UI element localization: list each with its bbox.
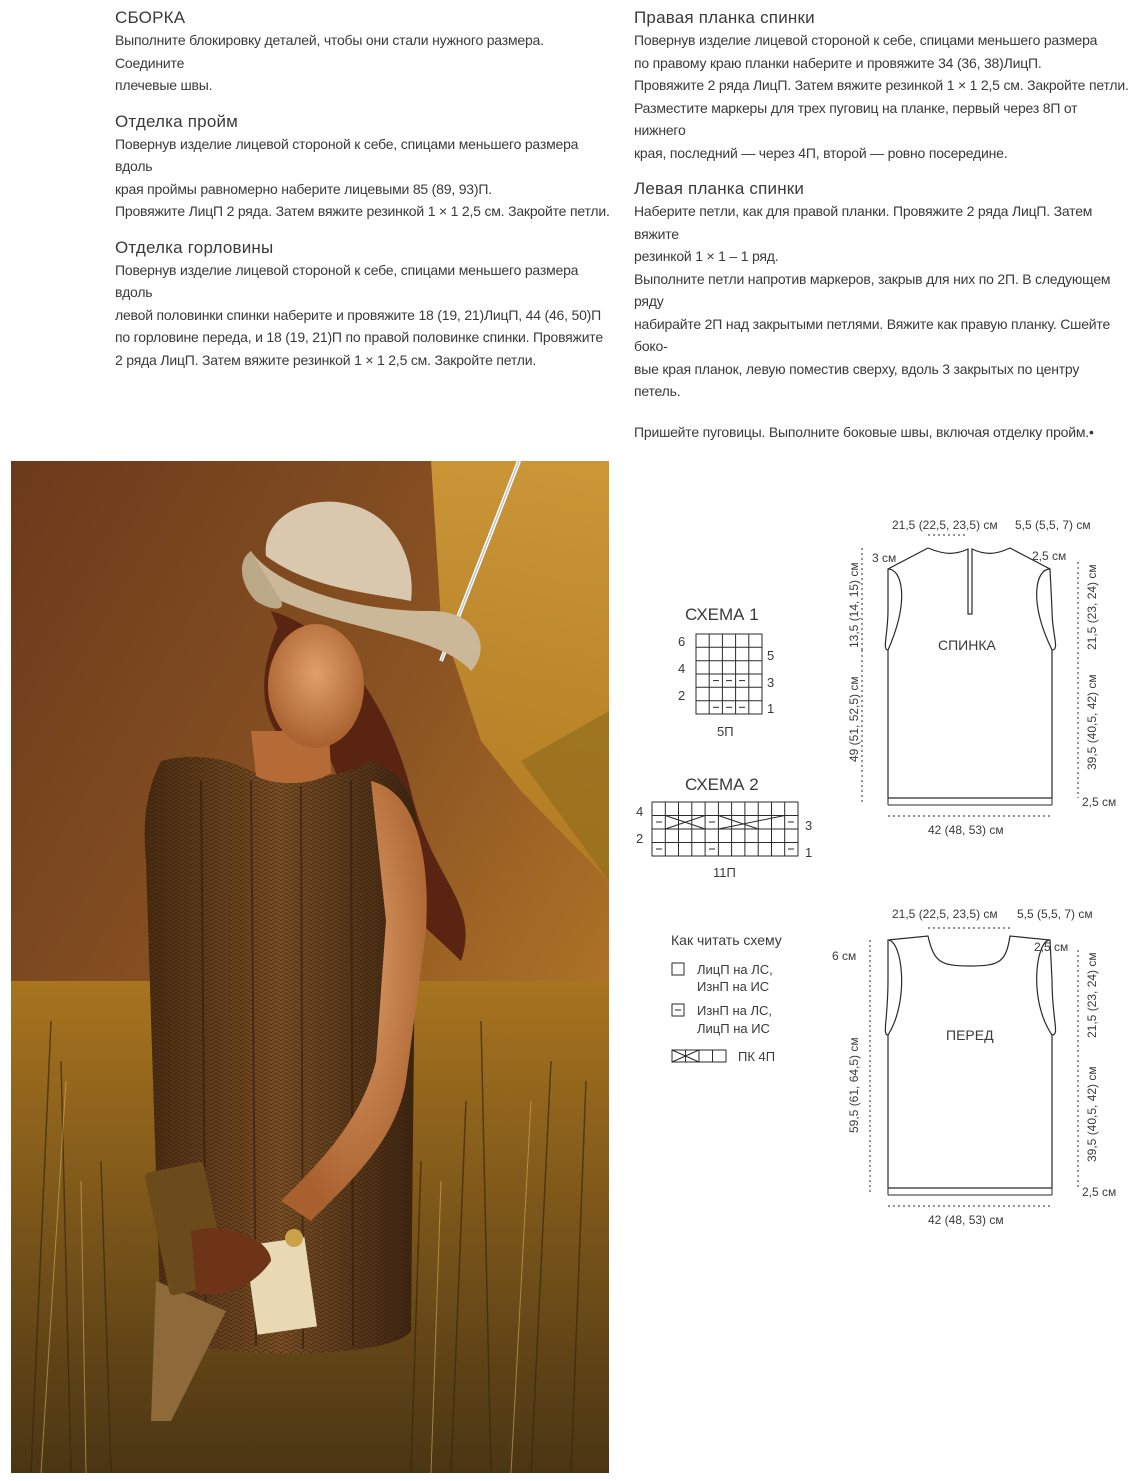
schema-2-row-2: 2 (636, 831, 644, 846)
front-armhole-height: 21,5 (23, 24) см (1085, 952, 1099, 1038)
assembly-text: Выполните блокировку деталей, чтобы они стали нужного размера. Соедините плечевые швы. (115, 32, 544, 93)
schema-1-grid (696, 634, 762, 714)
schema-2-row-3: 3 (805, 818, 813, 833)
legend-title: Как читать схему (671, 932, 782, 948)
model-photo (11, 461, 609, 1473)
back-total-height: 49 (51, 52,5) см (847, 676, 861, 762)
schema-1-row-6: 6 (678, 634, 686, 649)
front-total-height: 59,5 (61, 64,5) см (847, 1037, 861, 1133)
left-placket-section (634, 179, 1129, 403)
schema-1-row-1: 1 (767, 701, 775, 716)
back-neck-width: 21,5 (22,5, 23,5) см (892, 518, 998, 532)
neckline-text: Повернув изделие лицевой стороной к себе, спицами меньшего размера вдоль левой половинки спинки наберите и провяжите 18 (19, 21)ЛицП, 44 (46, 50)П по горловине переда, и 18 (19, 21)П по правой половинке спинки. Провяжите 2 ряда ЛицП. Затем вяжите резинкой 1 × 1 2,5 см. Закройте петли. (115, 261, 603, 368)
front-side-height: 39,5 (40,5, 42) см (1085, 1066, 1099, 1162)
diagrams-area (620, 500, 1120, 1240)
legend-purl-line1: ИзнП на ЛС, (697, 1003, 772, 1018)
back-neck-depth: 3 см (872, 551, 897, 565)
empty-square-icon (672, 963, 684, 975)
front-piece-schematic (832, 907, 1116, 1227)
front-shoulder-width: 5,5 (5,5, 7) см (1017, 907, 1093, 921)
armhole-heading: Отделка пройм (115, 111, 239, 131)
neckline-heading: Отделка горловины (115, 237, 274, 257)
schema-2-stitches: 11П (713, 865, 736, 880)
armhole-text: Повернув изделие лицевой стороной к себе, спицами меньшего размера вдоль края проймы равномерно наберите лицевыми 85 (89, 93)П. Провяжите ЛицП 2 ряда. Затем вяжите резинкой 1 × 1 2,5 см. Закройте петли. (115, 135, 610, 219)
schema-1-row-2: 2 (678, 688, 686, 703)
final-step-text: Пришейте пуговицы. Выполните боковые швы, включая отделку пройм.• (634, 423, 1094, 440)
legend-knit-line1: ЛицП на ЛС, (697, 962, 773, 977)
front-shoulder-drop: 2,5 см (1034, 940, 1069, 954)
back-rib-height: 2,5 см (1082, 795, 1117, 809)
right-placket-section (634, 8, 1129, 164)
schema-1-row-3: 3 (767, 675, 775, 690)
back-side-height: 39,5 (40,5, 42) см (1085, 674, 1099, 770)
assembly-instructions-column (115, 8, 610, 386)
schema-1-title: СХЕМА 1 (685, 605, 759, 624)
legend-cable-label: ПК 4П (738, 1049, 776, 1064)
front-neck-depth: 6 см (832, 949, 857, 963)
schema-1 (678, 605, 774, 739)
schema-1-row-5: 5 (767, 648, 775, 663)
armhole-finishing-section (115, 112, 610, 223)
front-width: 42 (48, 53) см (928, 1213, 1004, 1227)
front-rib-height: 2,5 см (1082, 1185, 1117, 1199)
left-placket-text: Наберите петли, как для правой планки. Провяжите 2 ряда ЛицП. Затем вяжите резинкой 1 × 1 – 1 ряд. Выполните петли напротив маркеров, закрыв для них по 2П. В следующем ряду набирайте 2П над закрытыми петлями. Вяжите как правую планку. Сшейте боко- вые края планок, левую поместив сверху, вдоль 3 закрытых по центру петель. (634, 203, 1111, 399)
legend-purl-line2: ЛицП на ИС (697, 1021, 770, 1036)
right-placket-text: Повернув изделие лицевой стороной к себе, спицами меньшего размера по правому краю планки наберите и провяжите 34 (36, 38)ЛицП. Провяжите 2 ряда ЛицП. Затем вяжите резинкой 1 × 1 2,5 см. Закройте петли. Разместите маркеры для трех пуговиц на планке, первый через 8П от нижнего края, последний — через 4П, второй — ровно посередине. (634, 32, 1129, 161)
back-shoulder-drop: 2,5 см (1032, 549, 1067, 563)
legend-knit-line2: ИзнП на ИС (697, 979, 770, 994)
placket-instructions-column (634, 8, 1129, 458)
back-shoulder-width: 5,5 (5,5, 7) см (1015, 518, 1091, 532)
back-width: 42 (48, 53) см (928, 823, 1004, 837)
legend (671, 932, 782, 1064)
schema-2 (636, 775, 812, 880)
schema-2-title: СХЕМА 2 (685, 775, 759, 794)
back-armhole-height: 21,5 (23, 24) см (1085, 564, 1099, 650)
left-placket-heading: Левая планка спинки (634, 179, 805, 198)
model-photo-illustration (11, 461, 609, 1473)
back-piece-schematic (847, 518, 1116, 837)
final-step-section (634, 421, 1129, 444)
schema-1-stitches: 5П (717, 724, 734, 739)
schema-1-row-4: 4 (678, 661, 686, 676)
schema-2-row-1: 1 (805, 845, 813, 860)
back-upper-height: 13,5 (14, 15) см (847, 562, 861, 648)
assembly-section (115, 8, 610, 97)
neckline-finishing-section (115, 238, 610, 372)
right-placket-heading: Правая планка спинки (634, 8, 815, 27)
front-neck-width: 21,5 (22,5, 23,5) см (892, 907, 998, 921)
schema-2-grid (652, 802, 798, 856)
assembly-heading: СБОРКА (115, 8, 186, 27)
cable-cross-icon (672, 1050, 726, 1062)
schema-2-row-4: 4 (636, 804, 644, 819)
back-piece-label: СПИНКА (938, 637, 996, 653)
dash-square-icon (672, 1004, 684, 1016)
front-piece-label: ПЕРЕД (946, 1027, 994, 1043)
